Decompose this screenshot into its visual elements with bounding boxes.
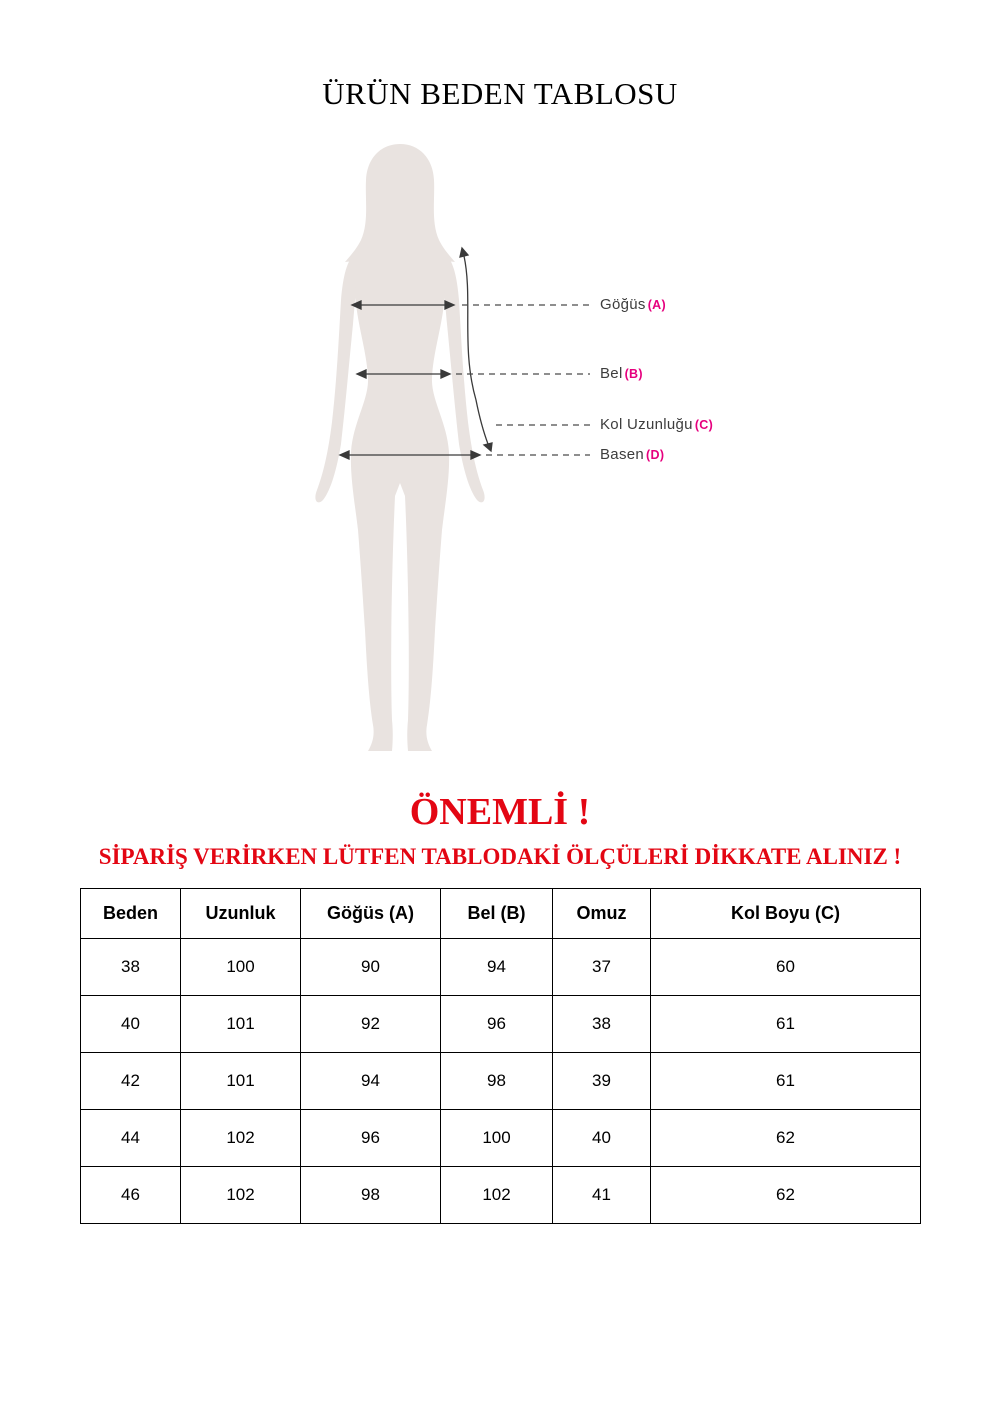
col-header-omuz: Omuz <box>553 889 651 939</box>
col-header-bel: Bel (B) <box>441 889 553 939</box>
table-cell: 102 <box>441 1167 553 1224</box>
col-header-gogus: Göğüs (A) <box>301 889 441 939</box>
table-cell: 102 <box>181 1167 301 1224</box>
table-cell: 94 <box>441 939 553 996</box>
table-cell: 98 <box>301 1167 441 1224</box>
size-guide-diagram <box>0 138 1000 755</box>
measure-label-hip <box>600 446 664 464</box>
table-cell: 39 <box>553 1053 651 1110</box>
table-cell: 100 <box>441 1110 553 1167</box>
measure-label-arm-length <box>600 416 713 434</box>
measure-label-chest-code: (A) <box>647 298 666 312</box>
measure-label-arm-length-text: Kol Uzunluğu <box>600 416 693 433</box>
table-cell: 44 <box>81 1110 181 1167</box>
order-warning-text: SİPARİŞ VERİRKEN LÜTFEN TABLODAKİ ÖLÇÜLERİ DİKKATE ALINIZ ! <box>98 844 902 869</box>
page-title: ÜRÜN BEDEN TABLOSU <box>322 76 678 111</box>
size-table-header-row <box>81 889 921 939</box>
size-table <box>80 888 921 1224</box>
table-cell: 62 <box>651 1110 921 1167</box>
table-cell: 41 <box>553 1167 651 1224</box>
table-cell: 60 <box>651 939 921 996</box>
important-heading: ÖNEMLİ ! <box>409 791 591 833</box>
table-row <box>81 996 921 1053</box>
col-header-kol-boyu: Kol Boyu (C) <box>651 889 921 939</box>
table-cell: 40 <box>553 1110 651 1167</box>
table-cell: 42 <box>81 1053 181 1110</box>
table-cell: 96 <box>441 996 553 1053</box>
table-cell: 40 <box>81 996 181 1053</box>
table-cell: 61 <box>651 1053 921 1110</box>
table-row <box>81 1110 921 1167</box>
measurement-arrows <box>0 138 1000 755</box>
table-cell: 102 <box>181 1110 301 1167</box>
col-header-beden: Beden <box>81 889 181 939</box>
col-header-uzunluk: Uzunluk <box>181 889 301 939</box>
table-cell: 90 <box>301 939 441 996</box>
table-cell: 101 <box>181 996 301 1053</box>
measure-label-waist <box>600 365 643 383</box>
table-cell: 38 <box>81 939 181 996</box>
measure-label-chest-text: Göğüs <box>600 296 646 313</box>
table-cell: 96 <box>301 1110 441 1167</box>
table-cell: 101 <box>181 1053 301 1110</box>
measure-label-arm-length-code: (C) <box>694 418 714 432</box>
measure-label-hip-code: (D) <box>646 448 665 462</box>
table-cell: 98 <box>441 1053 553 1110</box>
measure-label-waist-code: (B) <box>624 367 643 381</box>
table-cell: 37 <box>553 939 651 996</box>
measure-label-chest <box>600 296 666 314</box>
table-cell: 92 <box>301 996 441 1053</box>
table-cell: 62 <box>651 1167 921 1224</box>
measure-label-hip-text: Basen <box>600 446 645 463</box>
table-row <box>81 939 921 996</box>
table-cell: 94 <box>301 1053 441 1110</box>
table-cell: 46 <box>81 1167 181 1224</box>
table-cell: 38 <box>553 996 651 1053</box>
table-cell: 61 <box>651 996 921 1053</box>
measure-label-waist-text: Bel <box>600 365 623 382</box>
table-cell: 100 <box>181 939 301 996</box>
table-row <box>81 1167 921 1224</box>
table-row <box>81 1053 921 1110</box>
